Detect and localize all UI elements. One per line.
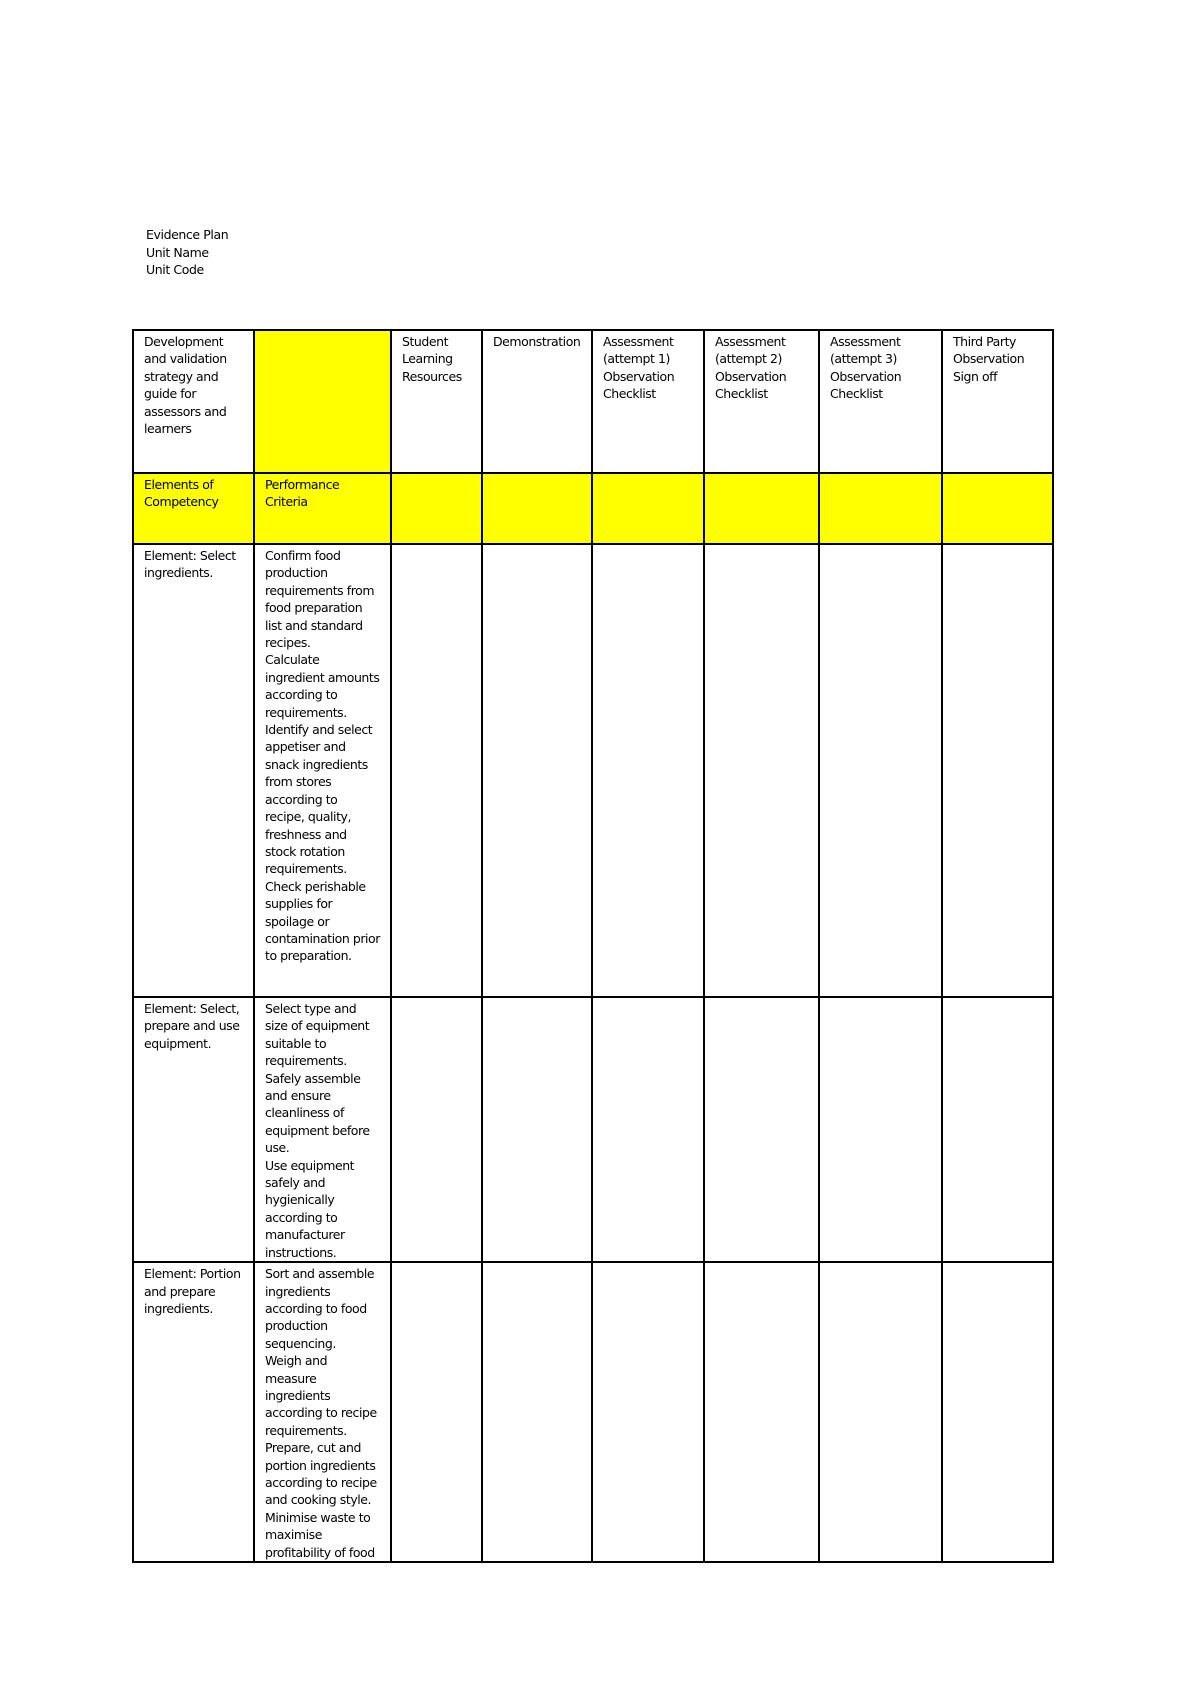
criteria-item: Weigh and measure ingredients according to recipe requirements. bbox=[265, 1353, 377, 1438]
criteria-item: Check perishable supplies for spoilage or contamination prior to preparation. bbox=[265, 878, 380, 964]
header-cell-assessment-3: Assessment (attempt 3) Observation Checklist bbox=[819, 330, 942, 473]
criteria-item: Sort and assemble ingredients according to food production sequencing. bbox=[265, 1266, 375, 1351]
empty-cell bbox=[819, 997, 942, 1262]
document-header bbox=[146, 226, 228, 279]
table-row bbox=[133, 997, 1053, 1262]
empty-cell bbox=[592, 1262, 704, 1562]
subheader-empty-cell bbox=[704, 473, 819, 544]
unit-name-label: Unit Name bbox=[146, 244, 209, 260]
table-subheader-row bbox=[133, 473, 1053, 544]
empty-cell bbox=[942, 997, 1053, 1262]
header-cell-assessment-1: Assessment (attempt 1) Observation Checklist bbox=[592, 330, 704, 473]
criteria-cell bbox=[254, 997, 391, 1262]
subheader-empty-cell bbox=[819, 473, 942, 544]
header-cell-demonstration: Demonstration bbox=[482, 330, 592, 473]
evidence-plan-table bbox=[132, 329, 1054, 1563]
empty-cell bbox=[819, 1262, 942, 1562]
empty-cell bbox=[942, 1262, 1053, 1562]
empty-cell bbox=[391, 1262, 482, 1562]
subheader-empty-cell bbox=[391, 473, 482, 544]
empty-cell bbox=[482, 997, 592, 1262]
header-cell-blank bbox=[254, 330, 391, 473]
subheader-empty-cell bbox=[482, 473, 592, 544]
criteria-item: Safely assemble and ensure cleanliness of equipment before use. bbox=[265, 1070, 370, 1156]
subheader-empty-cell bbox=[942, 473, 1053, 544]
criteria-item: Use equipment safely and hygienically according to manufacturer instructions. bbox=[265, 1157, 355, 1260]
element-cell: Element: Select ingredients. bbox=[133, 544, 254, 997]
element-cell: Element: Select, prepare and use equipment. bbox=[133, 997, 254, 1262]
empty-cell bbox=[942, 544, 1053, 997]
empty-cell bbox=[391, 997, 482, 1262]
subheader-performance-criteria: Performance Criteria bbox=[254, 473, 391, 544]
empty-cell bbox=[391, 544, 482, 997]
table-header-row bbox=[133, 330, 1053, 473]
criteria-item: Calculate ingredient amounts according to requirements. bbox=[265, 652, 380, 720]
criteria-item: Select type and size of equipment suitable to requirements. bbox=[265, 1001, 370, 1069]
criteria-item: Confirm food production requirements from food preparation list and standard recipes. bbox=[265, 548, 375, 651]
criteria-item: Prepare, cut and portion ingredients according to recipe and cooking style. bbox=[265, 1440, 377, 1508]
header-cell-assessment-2: Assessment (attempt 2) Observation Checklist bbox=[704, 330, 819, 473]
table-row bbox=[133, 1262, 1053, 1562]
empty-cell bbox=[704, 544, 819, 997]
table-row bbox=[133, 544, 1053, 997]
empty-cell bbox=[592, 997, 704, 1262]
evidence-plan-title: Evidence Plan bbox=[146, 227, 229, 242]
header-cell-strategy: Development and validation strategy and guide for assessors and learners bbox=[133, 330, 254, 473]
criteria-item: Minimise waste to maximise profitability of food bbox=[265, 1509, 375, 1560]
empty-cell bbox=[704, 1262, 819, 1562]
empty-cell bbox=[704, 997, 819, 1262]
subheader-elements-of-competency: Elements of Competency bbox=[133, 473, 254, 544]
criteria-cell bbox=[254, 1262, 391, 1562]
empty-cell bbox=[592, 544, 704, 997]
header-cell-third-party: Third Party Observation Sign off bbox=[942, 330, 1053, 473]
element-cell: Element: Portion and prepare ingredients. bbox=[133, 1262, 254, 1562]
empty-cell bbox=[819, 544, 942, 997]
criteria-cell bbox=[254, 544, 391, 997]
header-cell-learning-resources: Student Learning Resources bbox=[391, 330, 482, 473]
empty-cell bbox=[482, 1262, 592, 1562]
empty-cell bbox=[482, 544, 592, 997]
unit-code-label: Unit Code bbox=[146, 262, 204, 277]
subheader-empty-cell bbox=[592, 473, 704, 544]
criteria-item: Identify and select appetiser and snack ingredients from stores according to recipe, quality, freshness and stock rotation requirements. bbox=[265, 722, 373, 877]
